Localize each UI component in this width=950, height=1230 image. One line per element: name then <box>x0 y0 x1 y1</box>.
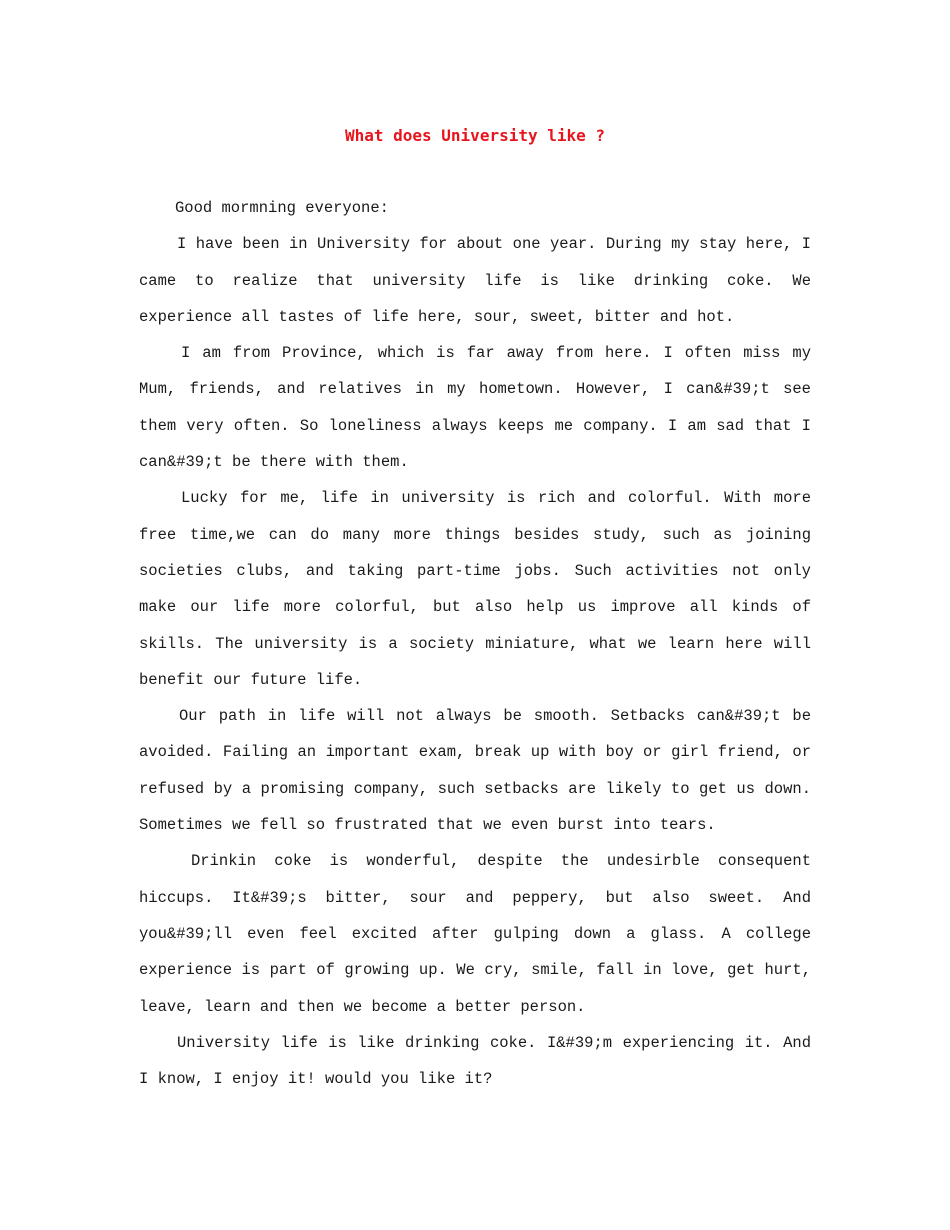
paragraph-2: I am from Province, which is far away from here. I often miss my Mum, friends, and relatives in my hometown. However, I can&#39;t see them very often. So loneliness always keeps me company. I am sad that I can&#39;t be there with them. <box>139 344 811 472</box>
paragraph-5: Drinkin coke is wonderful, despite the undesirble consequent hiccups. It&#39;s bitter, sour and peppery, but also sweet. And you&#39;ll even feel excited after gulping down a glass. A college experience is part of growing up. We cry, smile, fall in love, get hurt, leave, learn and then we become a better person. <box>139 852 811 1016</box>
document-body <box>139 190 811 1097</box>
paragraph-4: Our path in life will not always be smooth. Setbacks can&#39;t be avoided. Failing an important exam, break up with boy or girl friend, or refused by a promising company, such setbacks are likely to get us down. Sometimes we fell so frustrated that we even burst into tears. <box>139 707 811 835</box>
paragraph-6: University life is like drinking coke. I&#39;m experiencing it. And I know, I enjoy it! would you like it? <box>139 1033 811 1089</box>
document-title: What does University like ? <box>344 126 606 145</box>
paragraph-1: I have been in University for about one year. During my stay here, I came to realize that university life is like drinking coke. We experience all tastes of life here, sour, sweet, bitter and hot. <box>139 235 811 326</box>
paragraph-3: Lucky for me, life in university is rich and colorful. With more free time,we can do many more things besides study, such as joining societies clubs, and taking part-time jobs. Such activities not only make our life more colorful, but also help us improve all kinds of skills. The university is a society miniature, what we learn here will benefit our future life. <box>139 489 811 689</box>
greeting: Good mormning everyone: <box>175 199 389 217</box>
